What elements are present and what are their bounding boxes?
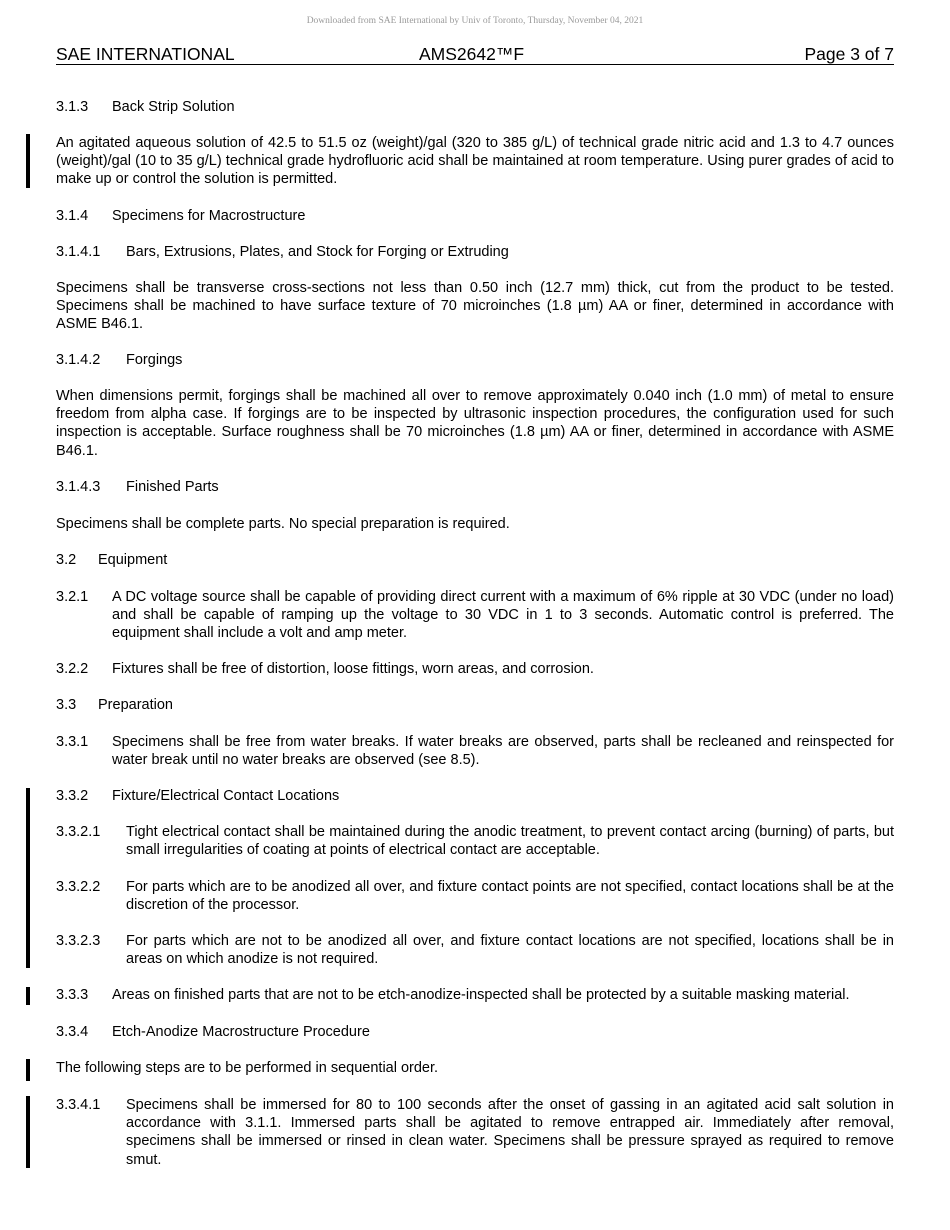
paragraph-text: Areas on finished parts that are not to be etch-anodize-inspected shall be protected by a suitable masking material. <box>112 987 850 1003</box>
section-heading <box>56 787 894 805</box>
section-number: 3.1.4 <box>56 208 89 224</box>
header-doc-number: AMS2642™F <box>419 44 525 64</box>
paragraph-text: Fixtures shall be free of distortion, loose fittings, worn areas, and corrosion. <box>112 661 594 677</box>
section-heading <box>56 696 894 714</box>
section-heading <box>56 207 894 225</box>
section-number: 3.3.2 <box>56 788 89 804</box>
section-number: 3.2.2 <box>56 661 89 677</box>
section-heading <box>56 1023 894 1041</box>
section-heading <box>56 551 894 569</box>
numbered-paragraph <box>56 986 894 1004</box>
numbered-paragraph <box>56 1096 894 1169</box>
header-page-number: Page 3 of 7 <box>804 44 894 64</box>
section-number: 3.3.2.2 <box>56 879 101 895</box>
change-bar <box>26 1096 30 1168</box>
paragraph-text: For parts which are not to be anodized all over, and fixture contact locations are not specified, locations shall be in areas on which anodize is not required. <box>126 933 894 968</box>
paragraph: When dimensions permit, forgings shall be machined all over to remove approximately 0.040 inch (1.0 mm) of metal to ensure freedom from alpha case. If forgings are to be inspected by ultrasonic inspection procedures, the configuration used for such inspection is acceptable. Surface roughness shall be 70 microinches (1.8 µm) AA or finer, determined in accordance with ASME B46.1. <box>56 388 894 459</box>
change-bar <box>26 788 30 968</box>
section-title: Back Strip Solution <box>112 99 235 115</box>
numbered-paragraph <box>56 823 894 859</box>
section-number: 3.3.1 <box>56 734 89 750</box>
section-number: 3.1.4.3 <box>56 479 101 495</box>
section-title: Fixture/Electrical Contact Locations <box>112 788 340 804</box>
section-title: Bars, Extrusions, Plates, and Stock for Forging or Extruding <box>126 244 509 260</box>
paragraph: Specimens shall be complete parts. No special preparation is required. <box>56 516 510 532</box>
numbered-paragraph <box>56 660 894 678</box>
section-number: 3.2 <box>56 552 77 568</box>
change-bar <box>26 987 30 1005</box>
section-number: 3.3.4.1 <box>56 1097 101 1113</box>
section-heading <box>56 98 894 116</box>
paragraph: The following steps are to be performed in sequential order. <box>56 1060 439 1076</box>
section-title: Equipment <box>98 552 168 568</box>
section-title: Specimens for Macrostructure <box>112 208 306 224</box>
header-org: SAE INTERNATIONAL <box>56 44 235 64</box>
paragraph-text: Tight electrical contact shall be maintained during the anodic treatment, to prevent contact arcing (burning) of parts, but small irregularities of coating at points of electrical contact are acceptable. <box>126 824 894 859</box>
paragraph-text: For parts which are to be anodized all over, and fixture contact points are not specified, contact locations shall be at the discretion of the processor. <box>126 879 894 914</box>
section-heading <box>56 351 894 369</box>
section-heading <box>56 243 894 261</box>
section-number: 3.3.2.3 <box>56 933 101 949</box>
section-number: 3.3 <box>56 697 77 713</box>
section-title: Etch-Anodize Macrostructure Procedure <box>112 1024 370 1040</box>
download-watermark: Downloaded from SAE International by Univ of Toronto, Thursday, November 04, 2021 <box>306 16 644 26</box>
paragraph: An agitated aqueous solution of 42.5 to 51.5 oz (weight)/gal (320 to 385 g/L) of technical grade nitric acid and 1.3 to 4.7 ounces (weight)/gal (10 to 35 g/L) technical grade hydrofluoric acid shall be maintained at room temperature. Using purer grades of acid to make up or control the solution is permitted. <box>56 135 894 188</box>
section-number: 3.2.1 <box>56 589 89 605</box>
section-number: 3.3.4 <box>56 1024 89 1040</box>
change-bar <box>26 134 30 188</box>
section-title: Finished Parts <box>126 479 219 495</box>
numbered-paragraph <box>56 878 894 914</box>
paragraph-text: Specimens shall be immersed for 80 to 100 seconds after the onset of gassing in an agitated acid salt solution in accordance with 3.1.1. Immersed parts shall be agitated to remove entrapped air. Immediately after removal, specimens shall be immersed or rinsed in clean water. Specimens shall be pressure sprayed as required to remove smut. <box>126 1097 894 1168</box>
numbered-paragraph <box>56 733 894 769</box>
paragraph-text: Specimens shall be free from water breaks. If water breaks are observed, parts shall be recleaned and reinspected for water break until no water breaks are observed (see 8.5). <box>112 734 894 769</box>
section-heading <box>56 478 894 496</box>
numbered-paragraph <box>56 588 894 643</box>
section-number: 3.3.2.1 <box>56 824 101 840</box>
paragraph-text: A DC voltage source shall be capable of providing direct current with a maximum of 6% ripple at 30 VDC (under no load) and shall be capable of ramping up the voltage to 30 VDC in 1 to 3 seconds. Automatic control is preferred. The equipment shall include a volt and amp meter. <box>112 589 894 642</box>
section-number: 3.3.3 <box>56 987 89 1003</box>
change-bar <box>26 1059 30 1081</box>
section-title: Preparation <box>98 697 173 713</box>
section-title: Forgings <box>126 352 183 368</box>
section-number: 3.1.4.1 <box>56 244 101 260</box>
section-number: 3.1.3 <box>56 99 89 115</box>
section-number: 3.1.4.2 <box>56 352 101 368</box>
paragraph: Specimens shall be transverse cross-sections not less than 0.50 inch (12.7 mm) thick, cut from the product to be tested. Specimens shall be machined to have surface texture of 70 microinches (1.8 µm) AA or finer, determined in accordance with ASME B46.1. <box>56 280 894 333</box>
numbered-paragraph <box>56 932 894 968</box>
